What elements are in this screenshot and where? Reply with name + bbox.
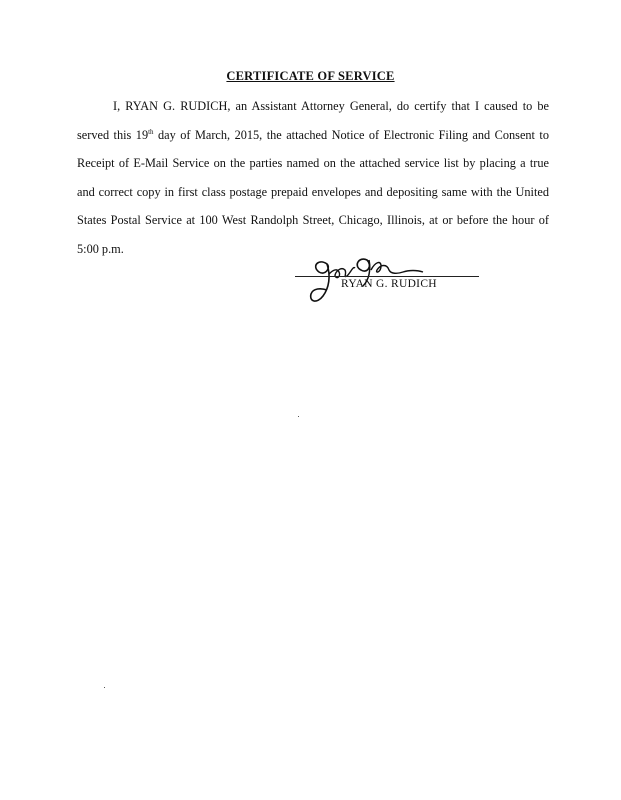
document-title: CERTIFICATE OF SERVICE xyxy=(226,69,395,83)
ordinal-suffix: th xyxy=(148,127,154,136)
signature-block xyxy=(295,252,479,312)
certificate-paragraph xyxy=(77,92,549,263)
paragraph-part-1: I, RYAN G. RUDICH, an Assistant Attorney General, do certify that I caused to be served this 19 xyxy=(77,99,549,142)
signature-line xyxy=(295,276,479,277)
signatory-name: RYAN G. RUDICH xyxy=(341,278,437,290)
scan-speck xyxy=(104,687,105,688)
scan-speck xyxy=(298,416,299,417)
paragraph-part-2: day of March, 2015, the attached Notice of Electronic Filing and Consent to Receipt of E-Mail Service on the parties named on the attached service list by placing a true and correct copy in first class postage prepaid envelopes and depositing same with the United States Postal Service at 100 West Randolph Street, Chicago, Illinois, at or before the hour of 5:00 p.m. xyxy=(77,127,549,256)
